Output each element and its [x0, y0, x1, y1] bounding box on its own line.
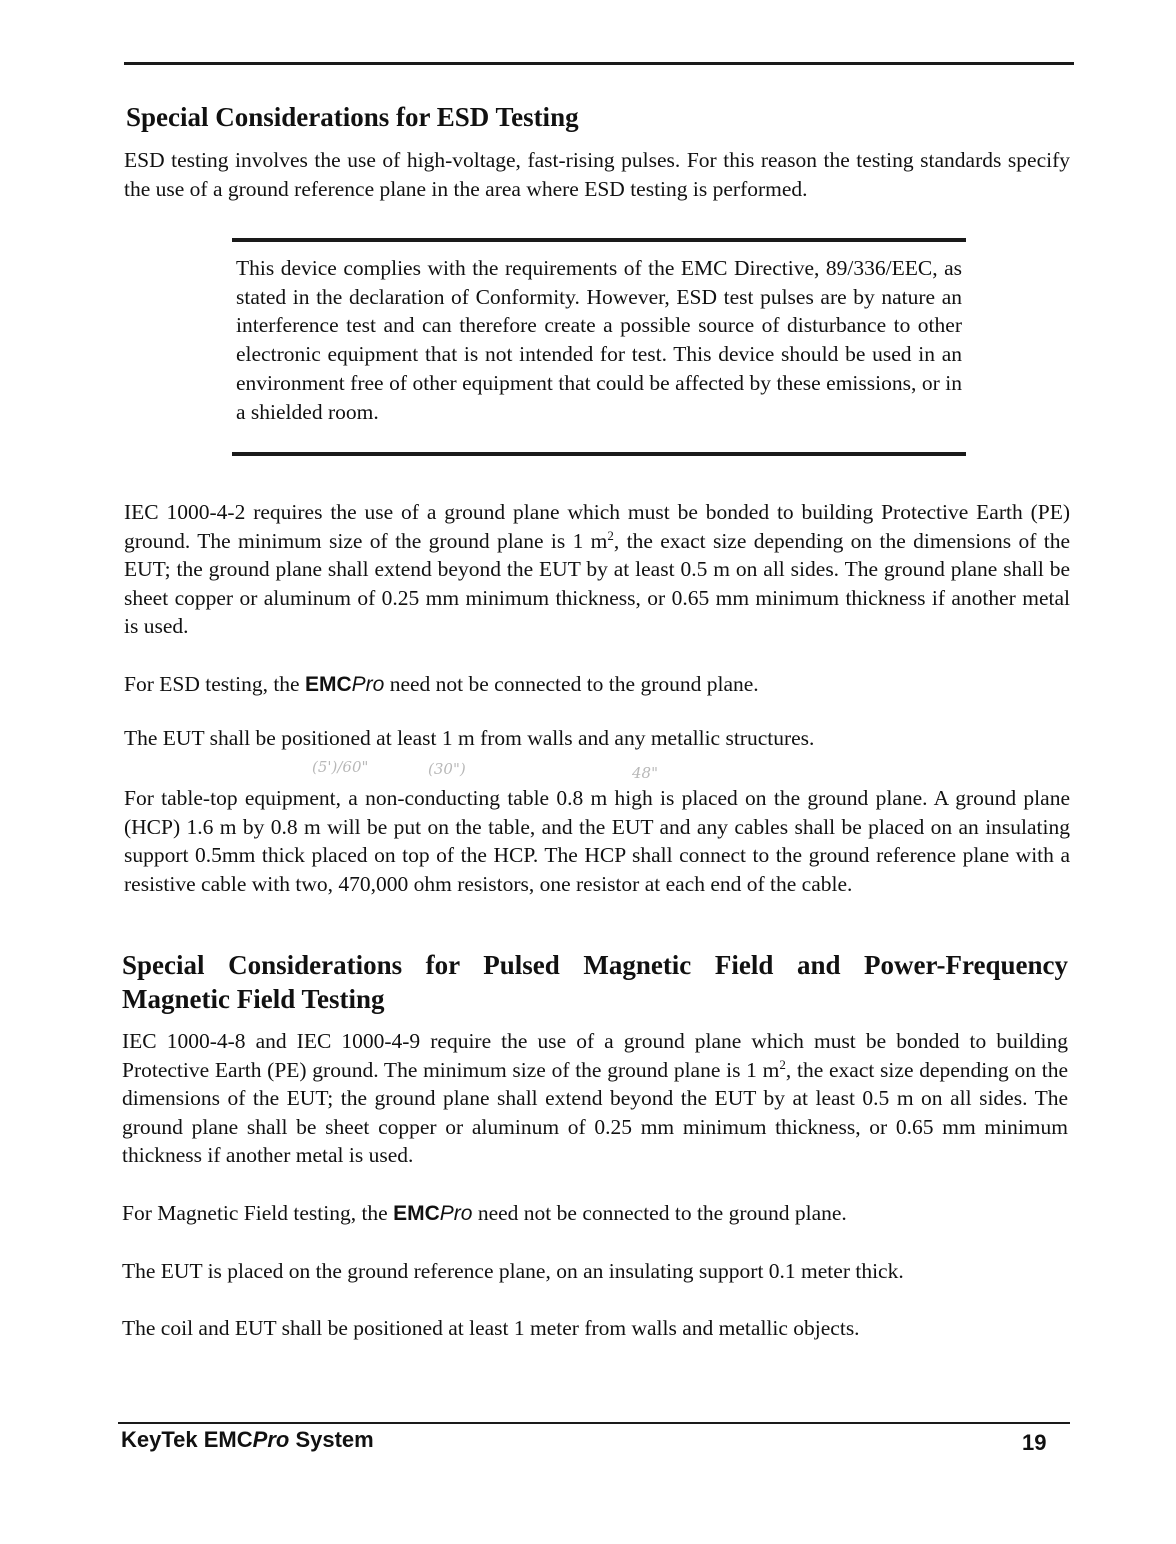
notice-text: This device complies with the requirements of the EMC Directive, 89/336/EEC, as stated in the declaration of Conformity. However, ESD test pulses are by nature an interference test and can therefore create a possible source of disturbance to other electronic equipment that is not intended for test. This device should be used in an environment free of other equipment that could be affected by these emissions, or in a shielded room. — [236, 256, 962, 424]
section-heading-magnetic: Special Considerations for Pulsed Magnetic Field and Power-Frequency Magnetic Field Testing — [122, 950, 1068, 1014]
header-rule — [124, 62, 1074, 65]
handwritten-note: (5')/60" — [312, 758, 369, 776]
emcpro-brand: EMCPro — [304, 673, 385, 696]
footer-title: KeyTek EMCPro System — [121, 1427, 374, 1452]
emc-directive-notice — [232, 238, 966, 456]
eut-walls-paragraph: The EUT shall be positioned at least 1 m from walls and any metallic structures. — [124, 726, 815, 750]
magnetic-ground-paragraph: For Magnetic Field testing, the EMCPro need not be connected to the ground plane. — [122, 1201, 847, 1225]
page-number: 19 — [1022, 1430, 1047, 1455]
tabletop-paragraph: For table-top equipment, a non-conducting table 0.8 m high is placed on the ground plane. A ground plane (HCP) 1.6 m by 0.8 m will be put on the table, and the EUT and any cables shall be placed on an insulating support 0.5mm thick placed on top of the HCP. The HCP shall connect to the ground reference plane with a resistive cable with two, 470,000 ohm resistors, one resistor at each end of the cable. — [124, 786, 1070, 896]
esd-intro-paragraph: ESD testing involves the use of high-voltage, fast-rising pulses. For this reason the testing standards specify the use of a ground reference plane in the area where ESD testing is performed. — [124, 148, 1070, 201]
eut-support-paragraph: The EUT is placed on the ground reference plane, on an insulating support 0.1 meter thick. — [122, 1259, 904, 1283]
iec-1000-4-2-paragraph: IEC 1000-4-2 requires the use of a ground plane which must be bonded to building Protective Earth (PE) ground. The minimum size of the ground plane is 1 $m^2$, the exact size depending on the dimensions of the EUT; the ground plane shall extend beyond the EUT by at least 0.5 m on all sides. The ground plane shall be sheet copper or aluminum of 0.25 mm minimum thickness, or 0.65 mm minimum thickness if another metal is used. — [124, 500, 1070, 638]
handwritten-note: (30") — [428, 760, 466, 778]
footer-rule — [118, 1422, 1070, 1424]
iec-1000-4-8-paragraph: IEC 1000-4-8 and IEC 1000-4-9 require the use of a ground plane which must be bonded to building Protective Earth (PE) ground. The minimum size of the ground plane is 1 $m^2$, the exact size depending on the dimensions of the EUT; the ground plane shall extend beyond the EUT by at least 0.5 m on all sides. The ground plane shall be sheet copper or aluminum of 0.25 mm minimum thickness, or 0.65 mm minimum thickness if another metal is used. — [122, 1029, 1068, 1167]
handwritten-note: 48" — [632, 764, 658, 782]
coil-walls-paragraph: The coil and EUT shall be positioned at least 1 meter from walls and metallic objects. — [122, 1316, 860, 1340]
esd-ground-paragraph: For ESD testing, the EMCPro need not be connected to the ground plane. — [124, 672, 759, 696]
emcpro-brand: EMCPro — [393, 1202, 473, 1225]
section-heading-esd: Special Considerations for ESD Testing — [126, 102, 579, 132]
